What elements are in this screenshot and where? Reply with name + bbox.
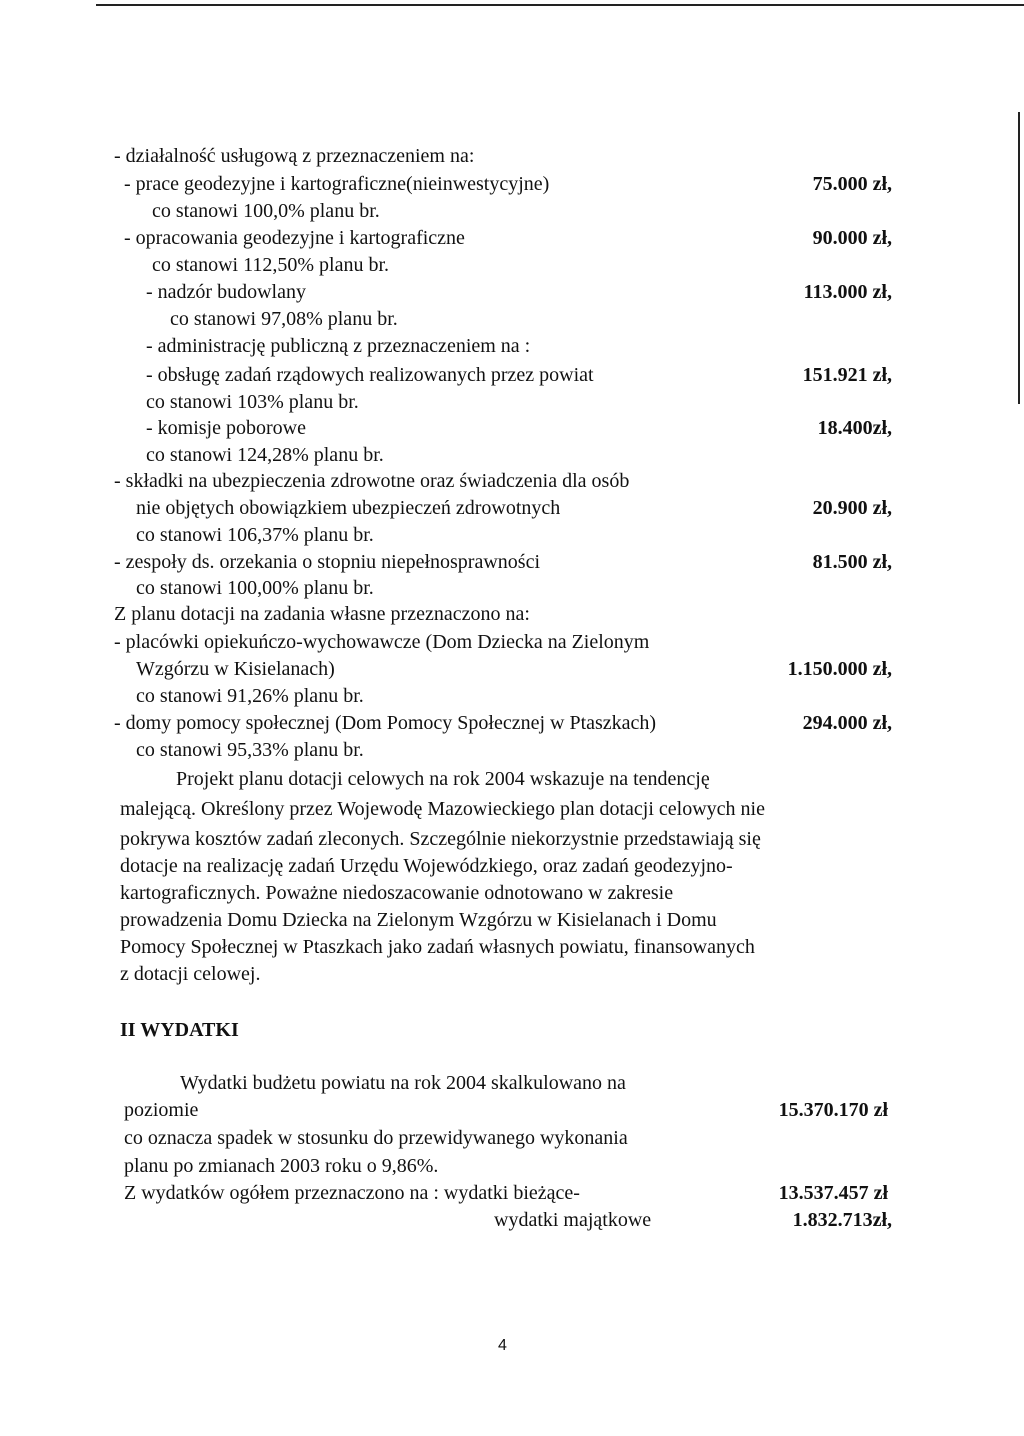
paragraph-line-4: dotacje na realizację zadań Urzędu Wojewódzkiego, oraz zadań geodezyjno- [120,855,733,877]
amount-wydatki-ogolem: 15.370.170 zł [778,1099,888,1121]
amount-wydatki-majatkowe: 1.832.713zł, [792,1209,892,1231]
section-heading-wydatki: II WYDATKI [120,1019,239,1041]
line-planu-po-zmianach: planu po zmianach 2003 roku o 9,86%. [124,1155,439,1177]
paragraph-line-8: z dotacji celowej. [120,963,261,985]
line-placowki: - placówki opiekuńczo-wychowawcze (Dom Dziecka na Zielonym [114,631,650,653]
line-percent-4: co stanowi 103% planu br. [146,391,359,413]
line-nie-objetych: nie objętych obowiązkiem ubezpieczeń zdrowotnych [136,497,561,519]
amount-obsluga-zadan: 151.921 zł, [802,364,892,386]
line-wydatki-budzetu: Wydatki budżetu powiatu na rok 2004 skalkulowano na [180,1072,626,1094]
line-administracja: - administrację publiczną z przeznaczeniem na : [146,335,531,357]
amount-domy-pomocy: 294.000 zł, [802,712,892,734]
amount-prace-geodezyjne: 75.000 zł, [812,173,892,195]
line-zespoly: - zespoły ds. orzekania o stopniu niepełnosprawności [114,551,541,573]
line-percent-2: co stanowi 112,50% planu br. [152,254,390,276]
top-rule [96,4,1024,6]
line-wydatki-majatkowe: wydatki majątkowe [494,1209,652,1231]
line-poziomie: poziomie [124,1099,199,1121]
line-skladki: - składki na ubezpieczenia zdrowotne oraz świadczenia dla osób [114,470,630,492]
line-percent-1: co stanowi 100,0% planu br. [152,200,380,222]
line-percent-5: co stanowi 124,28% planu br. [146,444,384,466]
paragraph-line-7: Pomocy Społecznej w Ptaszkach jako zadań własnych powiatu, finansowanych [120,936,755,958]
line-domy-pomocy: - domy pomocy społecznej (Dom Pomocy Społecznej w Ptaszkach) [114,712,657,734]
line-obsluga-zadan: - obsługę zadań rządowych realizowanych przez powiat [146,364,594,386]
paragraph-line-6: prowadzenia Domu Dziecka na Zielonym Wzgórzu w Kisielanach i Domu [120,909,717,931]
line-opracowania: - opracowania geodezyjne i kartograficzne [124,227,465,249]
line-dzialalnosc-uslugowa: - działalność usługową z przeznaczeniem na: [114,145,475,167]
line-percent-9: co stanowi 95,33% planu br. [136,739,364,761]
amount-nadzor-budowlany: 113.000 zł, [803,281,892,303]
line-co-oznacza: co oznacza spadek w stosunku do przewidywanego wykonania [124,1127,628,1149]
line-prace-geodezyjne: - prace geodezyjne i kartograficzne(nieinwestycyjne) [124,173,550,195]
line-wzgorzu: Wzgórzu w Kisielanach) [136,658,335,680]
line-komisje-poborowe: - komisje poborowe [146,417,306,439]
line-percent-7: co stanowi 100,00% planu br. [136,577,374,599]
page-number: 4 [498,1337,507,1354]
right-margin-rule [1018,112,1020,404]
line-nadzor-budowlany: - nadzór budowlany [146,281,306,303]
paragraph-line-5: kartograficznych. Poważne niedoszacowanie odnotowano w zakresie [120,882,674,904]
line-z-wydatkow: Z wydatków ogółem przeznaczono na : wydatki bieżące- [124,1182,580,1204]
amount-zespoly: 81.500 zł, [812,551,892,573]
line-percent-3: co stanowi 97,08% planu br. [170,308,398,330]
amount-wydatki-biezace: 13.537.457 zł [778,1182,888,1204]
line-percent-8: co stanowi 91,26% planu br. [136,685,364,707]
line-percent-6: co stanowi 106,37% planu br. [136,524,374,546]
paragraph-line-1: Projekt planu dotacji celowych na rok 2004 wskazuje na tendencję [176,768,710,790]
amount-placowki: 1.150.000 zł, [787,658,892,680]
amount-komisje-poborowe: 18.400zł, [817,417,892,439]
amount-opracowania: 90.000 zł, [812,227,892,249]
amount-skladki: 20.900 zł, [812,497,892,519]
line-z-planu-dotacji: Z planu dotacji na zadania własne przeznaczono na: [114,603,530,625]
paragraph-line-3: pokrywa kosztów zadań zleconych. Szczególnie niekorzystnie przedstawiają się [120,828,761,850]
paragraph-line-2: malejącą. Określony przez Wojewodę Mazowieckiego plan dotacji celowych nie [120,798,765,820]
